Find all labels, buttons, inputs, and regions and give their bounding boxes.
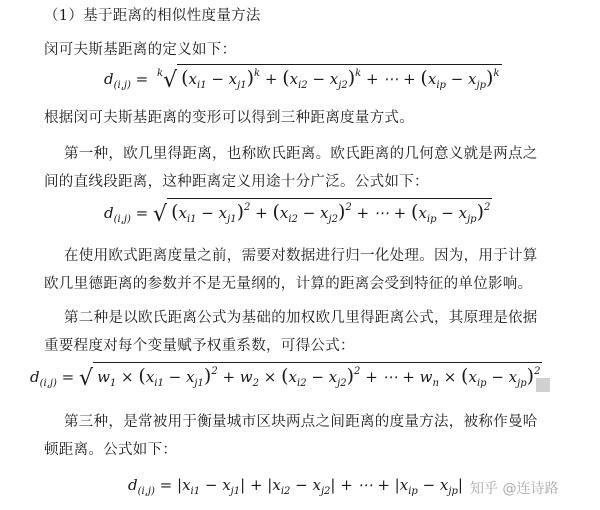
section-title: （1）基于距离的相似性度量方法 — [44, 8, 261, 24]
derivation-text: 根据闵可夫斯基距离的变形可以得到三种距离度量方式。 — [44, 110, 414, 126]
weighted-euclidean-equation: $d_{(i,j)} = √w_1 \times (x_{i1} - x_{j1})^2 + w_2 \times (x_{i2} - x_{j2})^2$ + ⋯ + $w_n \times (x_{ip} - x_{jp})^2$ — [30, 362, 542, 391]
zhihu-watermark: 知乎 @连诗路 — [470, 481, 559, 497]
minkowski-equation: $d_{(i,j)} = ^k√$ $(x_{i1} - x_{j1})^k + (x_{i2} - x_{j2})^k$ + ⋯ + $(x_{ip} - x_{jp})^k$ — [104, 64, 502, 93]
scan-artifact — [536, 378, 550, 392]
normalize-paragraph-line-2: 欧几里德距离的参数并不是无量纲的，计算的距离会受到特征的单位影响。 — [44, 276, 533, 292]
manhattan-equation: $d_{(i,j)} = |x_{i1} - x_{j1}| + |x_{i2} - x_{j2}|$ + ⋯ + $|x_{ip} - x_{jp}|$ — [128, 476, 463, 497]
weighted-paragraph-line-2: 重要程度对每个变量赋予权重系数，可得公式： — [44, 338, 355, 354]
weighted-paragraph-line-1: 第二种是以欧氏距离公式为基础的加权欧几里得距离公式，其原理是依据 — [64, 310, 538, 326]
euclid-paragraph-line-1: 第一种，欧几里得距离，也称欧氏距离。欧氏距离的几何意义就是两点之 — [64, 146, 538, 162]
euclidean-equation: $d_{(i,j)}$ = √ $(x_{i1} - x_{j1})^2 + (x_{i2} - x_{j2})^2$ + ⋯ + $(x_{ip} - x_{jp})^2$ — [104, 198, 492, 227]
euclid-paragraph-line-2: 间的直线段距离，这种距离定义用途十分广泛。公式如下： — [44, 174, 429, 190]
intro-text: 闵可夫斯基距离的定义如下： — [44, 42, 237, 58]
manhattan-paragraph-line-1: 第三种，是常被用于衡量城市区块两点之间距离的度量方法，被称作曼哈 — [64, 414, 538, 430]
normalize-paragraph-line-1: 在使用欧式距离度量之前，需要对数据进行归一化处理。因为，用于计算 — [64, 248, 538, 264]
manhattan-paragraph-line-2: 顿距离。公式如下： — [44, 442, 178, 458]
